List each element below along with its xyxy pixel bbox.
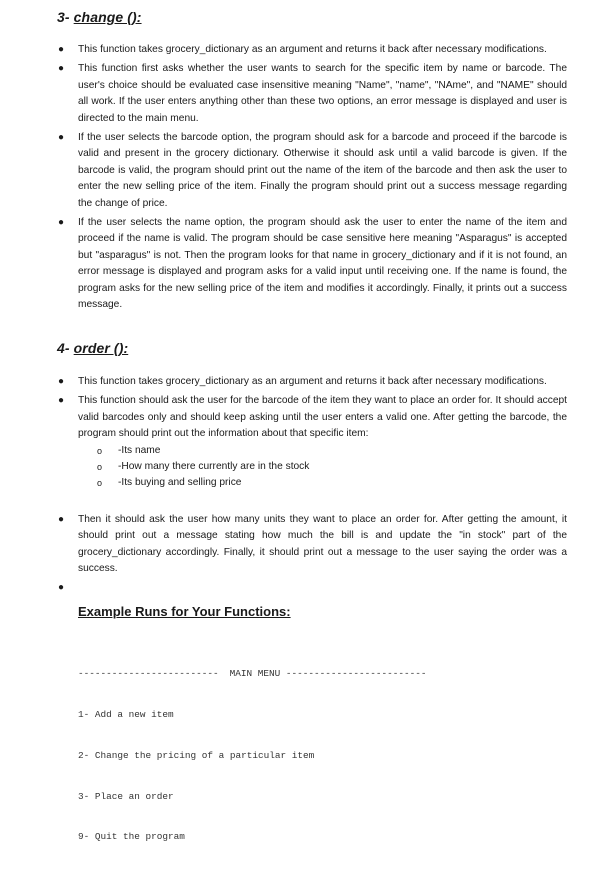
section-3-bullet-list: [57, 42, 567, 314]
section-3-number: 3-: [57, 9, 70, 25]
menu-item: 1- Add a new item: [78, 708, 174, 720]
bullet-icon: ●: [58, 217, 65, 229]
circle-bullet-icon: o: [97, 445, 103, 456]
section-3-heading: [57, 9, 142, 25]
menu-item: 9- Quit the program: [78, 831, 185, 843]
menu-rule-right: -------------------------: [285, 668, 427, 680]
section-4-heading: [57, 340, 128, 356]
menu-title: MAIN MENU: [224, 668, 286, 680]
bullet-icon: ●: [58, 376, 65, 387]
sub-list-item: [57, 443, 567, 459]
list-item: [57, 393, 567, 491]
bullet-icon: ●: [58, 132, 65, 144]
sub-item-text: -How many there currently are in the stock: [118, 461, 310, 473]
bullet-icon: ●: [58, 582, 65, 594]
sub-item-text: -Its name: [118, 444, 161, 456]
bullet-text: If the user selects the name option, the program should ask the user to enter the name of the item and proceed if the name is valid. The program should be case sensitive here meaning "Asparagus" is accepted but "asparagus" is not. Then the program looks for that name in grocery_dictionary and if it is not found, an error message is displayed and program asks for a valid input until receiving one. If the name is found, the program asks for the new selling price of the item and modifies it accordingly. Finally, it prints out a success message.: [78, 217, 567, 311]
menu-header-line: [78, 667, 432, 681]
sub-list-item: [57, 459, 567, 475]
sub-list-item: [57, 475, 567, 491]
bullet-text: This function takes grocery_dictionary as an argument and returns it back after necessary modifications.: [78, 376, 547, 387]
circle-bullet-icon: o: [97, 478, 103, 489]
bullet-text: This function should ask the user for the barcode of the item they want to place an order for. It should accept valid barcodes only and should keep asking until the user enters a valid one. After getting the barcode, the program should print out the information about that specific item:: [78, 395, 567, 440]
main-menu-code-block: [78, 640, 432, 871]
list-item: [57, 215, 567, 313]
bullet-icon: ●: [58, 395, 65, 407]
bullet-text: This function takes grocery_dictionary as an argument and returns it back after necessary modifications.: [78, 44, 547, 55]
list-item: [57, 61, 567, 127]
menu-rule-left: -------------------------: [78, 668, 219, 680]
menu-item: 3- Place an order: [78, 790, 174, 802]
bullet-text: This function first asks whether the user wants to search for the specific item by name or barcode. The user's choice should be evaluated case insensitive meaning "Name", "name", "NAme", and "NAME" should all work. If the user enters anything other than these two options, an error message is displayed and user is directed to the main menu.: [78, 63, 567, 124]
list-item: [57, 580, 567, 596]
list-item: [57, 374, 567, 390]
list-item: [57, 512, 567, 578]
list-item: [57, 130, 567, 212]
bullet-text: If the user selects the barcode option, the program should ask for a barcode and proceed if the barcode is valid and present in the grocery dictionary. Otherwise it should ask until a valid barcode is given. If the barcode is valid, the program should print out the name of the item of the barcode and then ask the user to enter the new selling price of the item. Finally the program should print out a success message regarding the change of price.: [78, 132, 567, 209]
menu-item: 2- Change the pricing of a particular item: [78, 749, 315, 761]
section-3-title: change ():: [73, 9, 142, 25]
example-runs-heading: Example Runs for Your Functions:: [78, 604, 291, 619]
section-4-title: order ():: [73, 340, 129, 356]
list-item: [57, 42, 567, 58]
bullet-text: Then it should ask the user how many units they want to place an order for. After getting the amount, it should print out a message stating how much the bill is and update the "in stock" part of the grocery_dictionary accordingly. Finally, it should print out a message to the user saying the order was a success.: [78, 513, 567, 575]
bullet-icon: ●: [58, 63, 65, 75]
sub-item-text: -Its buying and selling price: [118, 477, 242, 489]
bullet-icon: ●: [58, 44, 65, 55]
section-4-number: 4-: [57, 340, 70, 356]
circle-bullet-icon: o: [97, 462, 103, 473]
item-info-sublist: [57, 443, 567, 492]
bullet-icon: ●: [58, 513, 65, 525]
section-4-bullet-list: [57, 374, 567, 596]
